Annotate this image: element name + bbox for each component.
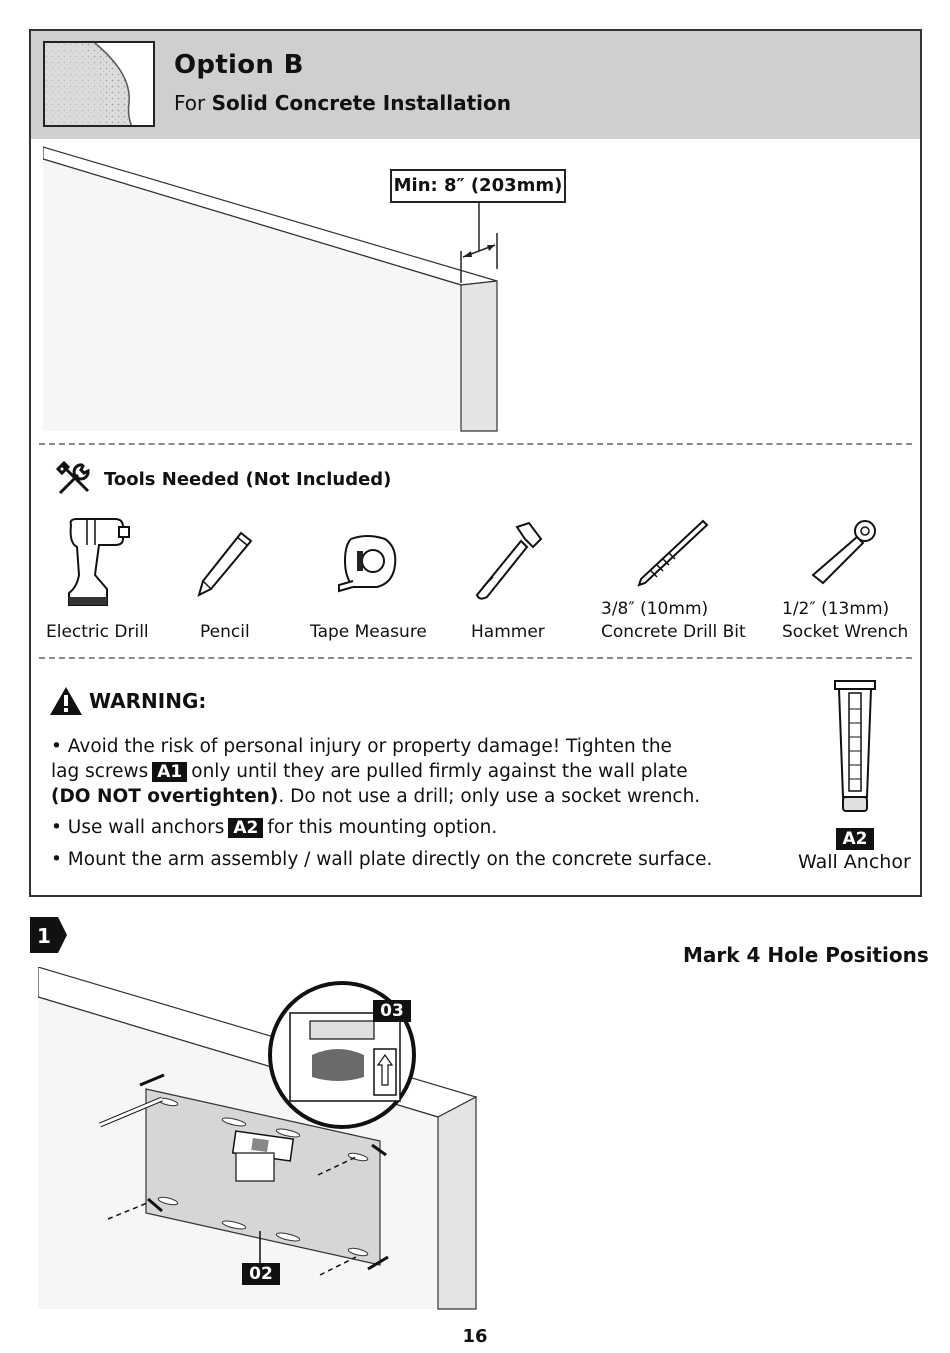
warning-line-4: [51, 815, 497, 840]
option-title: Option B: [174, 50, 304, 80]
wall-anchor-illustration: [831, 679, 879, 817]
warning-line-2-pre: lag screws: [51, 761, 149, 782]
electric-drill-icon: [63, 517, 131, 609]
page-number: 16: [462, 1326, 488, 1347]
warning-line-3-post: . Do not use a drill; only use a socket wrench.: [278, 786, 701, 807]
callout-level: 03: [373, 1000, 411, 1022]
subtitle-prefix: For: [174, 91, 206, 115]
tool-size-socket-wrench: 1/2″ (13mm): [782, 599, 890, 619]
step-title: Mark 4 Hole Positions: [683, 943, 929, 967]
min-thickness-label: Min: 8″ (203mm): [390, 169, 566, 203]
anchor-code: A2: [836, 828, 874, 850]
warning-line-3: [51, 784, 700, 809]
step-number-text: 1: [37, 924, 51, 948]
tape-measure-icon: [337, 533, 399, 593]
subtitle-bold: Solid Concrete Installation: [211, 91, 512, 115]
option-subtitle: [174, 91, 511, 115]
warning-line-2: [51, 759, 688, 784]
tools-icon: [54, 459, 94, 499]
concrete-texture-thumbnail: [43, 41, 155, 127]
warning-line-2-post: only until they are pulled firmly against the wall plate: [191, 761, 688, 782]
tool-label-drill-bit: Concrete Drill Bit: [601, 622, 746, 642]
tool-size-drill-bit: 3/8″ (10mm): [601, 599, 709, 619]
mark-holes-illustration: [38, 967, 478, 1312]
hammer-icon: [473, 521, 545, 601]
a2-badge: A2: [228, 818, 263, 838]
tool-label-electric-drill: Electric Drill: [46, 622, 149, 642]
drill-bit-icon: [637, 519, 709, 587]
tool-label-tape-measure: Tape Measure: [310, 622, 427, 642]
divider: [39, 443, 912, 445]
warning-heading: [49, 686, 206, 716]
tools-title: Tools Needed (Not Included): [104, 468, 392, 490]
step-number: [30, 917, 68, 957]
anchor-name: Wall Anchor: [798, 851, 911, 873]
socket-wrench-icon: [811, 519, 881, 585]
warning-line-4-post: for this mounting option.: [267, 817, 498, 838]
option-b-panel: [29, 29, 922, 897]
warning-line-3-bold: (DO NOT overtighten): [51, 786, 279, 807]
divider: [39, 657, 912, 659]
pencil-icon: [197, 531, 253, 597]
warning-line-5: • Mount the arm assembly / wall plate directly on the concrete surface.: [51, 849, 713, 870]
warning-icon: [49, 686, 83, 716]
tool-label-pencil: Pencil: [200, 622, 250, 642]
warning-title: WARNING:: [89, 689, 207, 713]
tool-label-socket-wrench: Socket Wrench: [782, 622, 909, 642]
tools-heading: [54, 459, 391, 499]
tool-label-hammer: Hammer: [471, 622, 545, 642]
callout-wall-plate: 02: [242, 1263, 280, 1285]
a1-badge: A1: [152, 762, 187, 782]
warning-line-4-pre: • Use wall anchors: [51, 817, 225, 838]
warning-line-1: • Avoid the risk of personal injury or property damage! Tighten the: [51, 736, 672, 757]
option-header: [31, 31, 920, 139]
